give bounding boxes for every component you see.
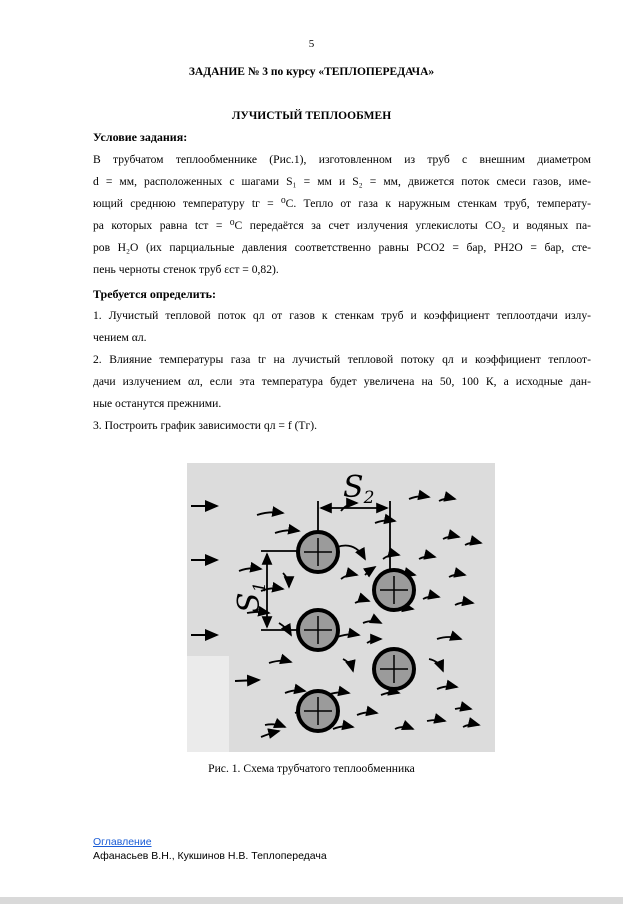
required-item-3-text: 3. Построить график зависимости qл = f (Tг). [93, 419, 318, 432]
required-item-2-line-1: 2. Влияние температуры газа tг на лучистый тепловой потоку qл и коэффициент теплоот- [93, 353, 591, 366]
condition-line-2: d = мм, расположенных с шагами S₁ = мм и S₂ = мм, движется поток смеси газов, име- [93, 175, 591, 189]
assignment-title: ЗАДАНИЕ № 3 по курсу «ТЕПЛОПЕРЕДАЧА» [188, 66, 435, 78]
condition-paragraph [93, 149, 591, 282]
required-item-3 [93, 415, 591, 437]
condition-line-3: ющий среднюю температуру tг = ⁰С. Тепло от газа к наружным стенкам труб, температу- [93, 197, 591, 211]
page-bottom-shade [0, 897, 623, 904]
section-title: ЛУЧИСТЫЙ ТЕПЛООБМЕН [231, 110, 392, 122]
required-item-1-line-1: 1. Лучистый тепловой поток qл от газов к стенкам труб и коэффициент теплоотдачи излу- [93, 309, 591, 322]
tube [298, 532, 338, 572]
tube [298, 610, 338, 650]
tube [374, 649, 414, 689]
toc-link[interactable]: Оглавление [93, 836, 152, 848]
heat-exchanger-figure [187, 463, 495, 752]
required-item-2-line-2: дачи излучением αл, если эта температура будет увеличена на 50, 100 К, а исходные дан- [93, 375, 591, 388]
required-item-2 [93, 349, 591, 415]
page-number: 5 [308, 38, 315, 50]
condition-line-5: ров H₂O (их парциальные давления соответственно равны PCO2 = бар, PH2O = бар, сте- [93, 241, 591, 255]
condition-line-4: ра которых равна tст = ⁰С передаётся за счет излучения углекислоты CO₂ и водяных па- [93, 219, 591, 233]
s2-label: $S_2$ [343, 470, 375, 508]
condition-heading: Условие задания: [93, 130, 188, 144]
required-item-2-line-3: ные останутся прежними. [93, 397, 222, 410]
tube-bank-diagram [187, 463, 495, 752]
condition-line-1: В трубчатом теплообменнике (Рис.1), изготовленном из труб с внешним диаметром [93, 153, 591, 166]
required-heading: Требуется определить: [93, 287, 216, 301]
condition-line-6: пень черноты стенок труб εст = 0,82). [93, 263, 279, 277]
figure-caption: Рис. 1. Схема трубчатого теплообменника [208, 762, 415, 775]
tube [374, 570, 414, 610]
required-item-1-line-2: чением αл. [93, 331, 147, 344]
footer-authors: Афанасьев В.Н., Кукшинов Н.В. Теплопередача [93, 850, 327, 862]
tubes [298, 532, 414, 731]
s1-label: $S_1$ [232, 581, 270, 613]
tube [298, 691, 338, 731]
required-item-1 [93, 305, 591, 349]
